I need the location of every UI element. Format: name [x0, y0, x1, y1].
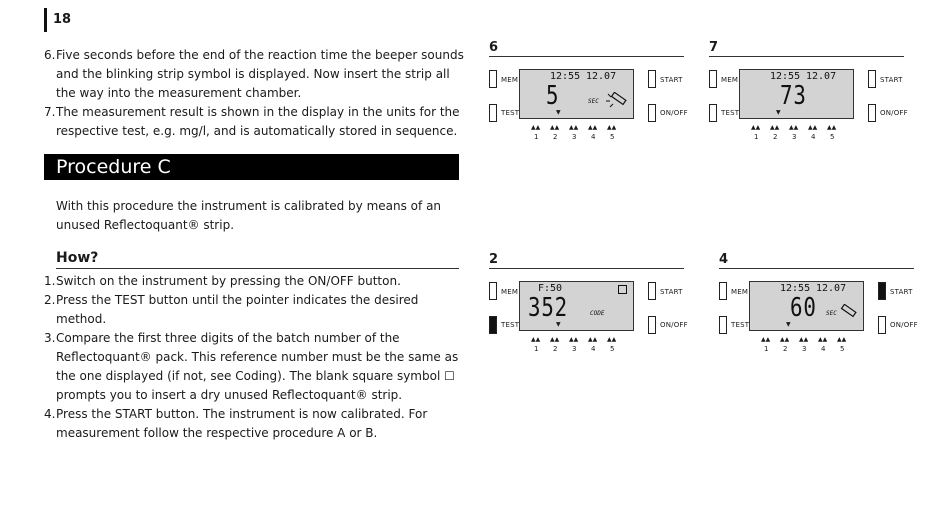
device-panel-6 — [489, 40, 688, 165]
slot-label: 5 — [830, 133, 835, 141]
steps-top — [44, 46, 464, 141]
step-text: Press the TEST button until the pointer indicates the desired method. — [56, 293, 419, 326]
step-text: Press the START button. The instrument is now calibrated. For measurement follow the respective procedure A or B. — [56, 407, 428, 440]
method-slots — [761, 336, 861, 356]
slot-label: 4 — [591, 345, 596, 353]
step-text: Compare the first three digits of the batch number of the Reflectoquant® pack. This reference number must be the same as the one displayed (if not, see Coding). The blank square symbol ☐ prompts you to insert a dry unused Reflectoquant® strip. — [56, 331, 459, 402]
step-text: Switch on the instrument by pressing the ON/OFF button. — [56, 274, 401, 288]
lcd-display — [749, 281, 864, 331]
start-button[interactable] — [878, 282, 886, 300]
slot-label: 2 — [553, 345, 558, 353]
onoff-label: ON/OFF — [890, 321, 918, 329]
step-number: 1. — [44, 274, 56, 288]
method-slots — [751, 124, 851, 144]
slot-arrow-icon: ▲▲ — [550, 124, 560, 131]
lcd-time: 12:55 — [770, 71, 801, 82]
slot-arrow-icon: ▲▲ — [780, 336, 790, 343]
slot-arrow-icon: ▲▲ — [808, 124, 818, 131]
onoff-button[interactable] — [878, 316, 886, 334]
method-slots — [531, 124, 631, 144]
lcd-date: 12.07 — [806, 71, 837, 82]
pointer-icon: ▼ — [556, 109, 561, 116]
step-item — [44, 329, 464, 405]
slot-label: 2 — [783, 345, 788, 353]
device-panel-4 — [719, 252, 918, 377]
test-button[interactable] — [489, 316, 497, 334]
slot-arrow-icon: ▲▲ — [827, 124, 837, 131]
pointer-icon: ▼ — [776, 109, 781, 116]
step-number: 7. — [44, 105, 56, 119]
step-text: Five seconds before the end of the reaction time the beeper sounds and the blinking strip symbol is displayed. Now insert the strip all the way into the measurement chamber. — [56, 48, 464, 100]
slot-arrow-icon: ▲▲ — [569, 336, 579, 343]
slot-label: 1 — [764, 345, 769, 353]
slot-label: 1 — [534, 345, 539, 353]
step-number: 6. — [44, 48, 56, 62]
lcd-value: 352 — [528, 293, 568, 323]
test-button[interactable] — [709, 104, 717, 122]
step-item — [44, 405, 464, 443]
slot-arrow-icon: ▲▲ — [607, 124, 617, 131]
lcd-value: 60 — [790, 293, 817, 323]
slot-arrow-icon: ▲▲ — [789, 124, 799, 131]
slot-arrow-icon: ▲▲ — [531, 124, 541, 131]
step-text: The measurement result is shown in the display in the units for the respective test, e.g. mg/l, and is automatically stored in sequence. — [56, 105, 460, 138]
pointer-icon: ▼ — [786, 321, 791, 328]
lcd-time: 12:55 — [550, 71, 581, 82]
slot-label: 3 — [572, 345, 577, 353]
pointer-icon: ▼ — [556, 321, 561, 328]
slot-arrow-icon: ▲▲ — [588, 124, 598, 131]
slot-label: 4 — [811, 133, 816, 141]
panel-number: 2 — [489, 252, 499, 267]
slot-arrow-icon: ▲▲ — [569, 124, 579, 131]
slot-arrow-icon: ▲▲ — [531, 336, 541, 343]
test-label: TEST — [721, 109, 740, 117]
section-banner: Procedure C — [44, 154, 459, 180]
mem-label: MEM — [501, 288, 519, 296]
lcd-display — [519, 281, 634, 331]
step-item — [44, 103, 464, 141]
slot-arrow-icon: ▲▲ — [837, 336, 847, 343]
slot-arrow-icon: ▲▲ — [607, 336, 617, 343]
slot-label: 3 — [792, 133, 797, 141]
lcd-date: 12.07 — [586, 71, 617, 82]
slot-arrow-icon: ▲▲ — [818, 336, 828, 343]
test-label: TEST — [731, 321, 750, 329]
slot-label: 1 — [534, 133, 539, 141]
step-number: 3. — [44, 331, 56, 345]
intro-paragraph: With this procedure the instrument is calibrated by means of an unused Reflectoquant® strip. — [56, 199, 442, 232]
page-number: 18 — [53, 12, 72, 27]
step-item — [44, 46, 464, 103]
test-label: TEST — [501, 321, 520, 329]
device-panel-2 — [489, 252, 688, 377]
slot-label: 5 — [610, 345, 615, 353]
start-button[interactable] — [648, 70, 656, 88]
onoff-button[interactable] — [648, 316, 656, 334]
method-slots — [531, 336, 631, 356]
onoff-label: ON/OFF — [660, 109, 688, 117]
step-item — [44, 272, 464, 291]
start-button[interactable] — [648, 282, 656, 300]
onoff-label: ON/OFF — [660, 321, 688, 329]
slot-arrow-icon: ▲▲ — [799, 336, 809, 343]
start-label: START — [880, 76, 903, 84]
divider — [489, 268, 684, 269]
slot-label: 1 — [754, 133, 759, 141]
mem-label: MEM — [731, 288, 749, 296]
slot-label: 5 — [840, 345, 845, 353]
panel-number: 4 — [719, 252, 729, 267]
lcd-tag: SEC — [588, 98, 599, 105]
lcd-date: 12.07 — [816, 283, 847, 294]
mem-button[interactable] — [489, 70, 497, 88]
onoff-label: ON/OFF — [880, 109, 908, 117]
lcd-display — [739, 69, 854, 119]
lcd-value: 73 — [780, 81, 807, 111]
slot-arrow-icon: ▲▲ — [550, 336, 560, 343]
steps-how — [44, 272, 464, 443]
slot-arrow-icon: ▲▲ — [751, 124, 761, 131]
mem-button[interactable] — [719, 282, 727, 300]
test-label: TEST — [501, 109, 520, 117]
panel-number: 7 — [709, 40, 719, 55]
start-label: START — [660, 76, 683, 84]
panel-number: 6 — [489, 40, 499, 55]
slot-label: 4 — [821, 345, 826, 353]
slot-arrow-icon: ▲▲ — [770, 124, 780, 131]
lcd-tag: SEC — [826, 310, 837, 317]
onoff-button[interactable] — [648, 104, 656, 122]
mem-button[interactable] — [709, 70, 717, 88]
step-number: 2. — [44, 293, 56, 307]
divider — [489, 56, 684, 57]
strip-icon — [606, 92, 630, 110]
slot-label: 3 — [802, 345, 807, 353]
lcd-time: F:50 — [538, 283, 563, 294]
blank-square-icon — [618, 285, 627, 294]
step-item — [44, 291, 464, 329]
how-heading: How? — [56, 250, 99, 266]
slot-label: 2 — [553, 133, 558, 141]
start-button[interactable] — [868, 70, 876, 88]
page-marker — [44, 8, 47, 32]
test-button[interactable] — [489, 104, 497, 122]
start-label: START — [660, 288, 683, 296]
slot-arrow-icon: ▲▲ — [588, 336, 598, 343]
mem-button[interactable] — [489, 282, 497, 300]
slot-label: 5 — [610, 133, 615, 141]
divider — [56, 268, 459, 269]
divider — [719, 268, 914, 269]
lcd-time: 12:55 — [780, 283, 811, 294]
divider — [709, 56, 904, 57]
test-button[interactable] — [719, 316, 727, 334]
step-number: 4. — [44, 407, 56, 421]
slot-arrow-icon: ▲▲ — [761, 336, 771, 343]
lcd-value: 5 — [546, 81, 560, 111]
start-label: START — [890, 288, 913, 296]
device-panel-7 — [709, 40, 908, 165]
slot-label: 3 — [572, 133, 577, 141]
onoff-button[interactable] — [868, 104, 876, 122]
lcd-display — [519, 69, 634, 119]
slot-label: 4 — [591, 133, 596, 141]
strip-icon — [836, 304, 860, 322]
slot-label: 2 — [773, 133, 778, 141]
mem-label: MEM — [501, 76, 519, 84]
mem-label: MEM — [721, 76, 739, 84]
lcd-tag: CODE — [590, 310, 605, 317]
